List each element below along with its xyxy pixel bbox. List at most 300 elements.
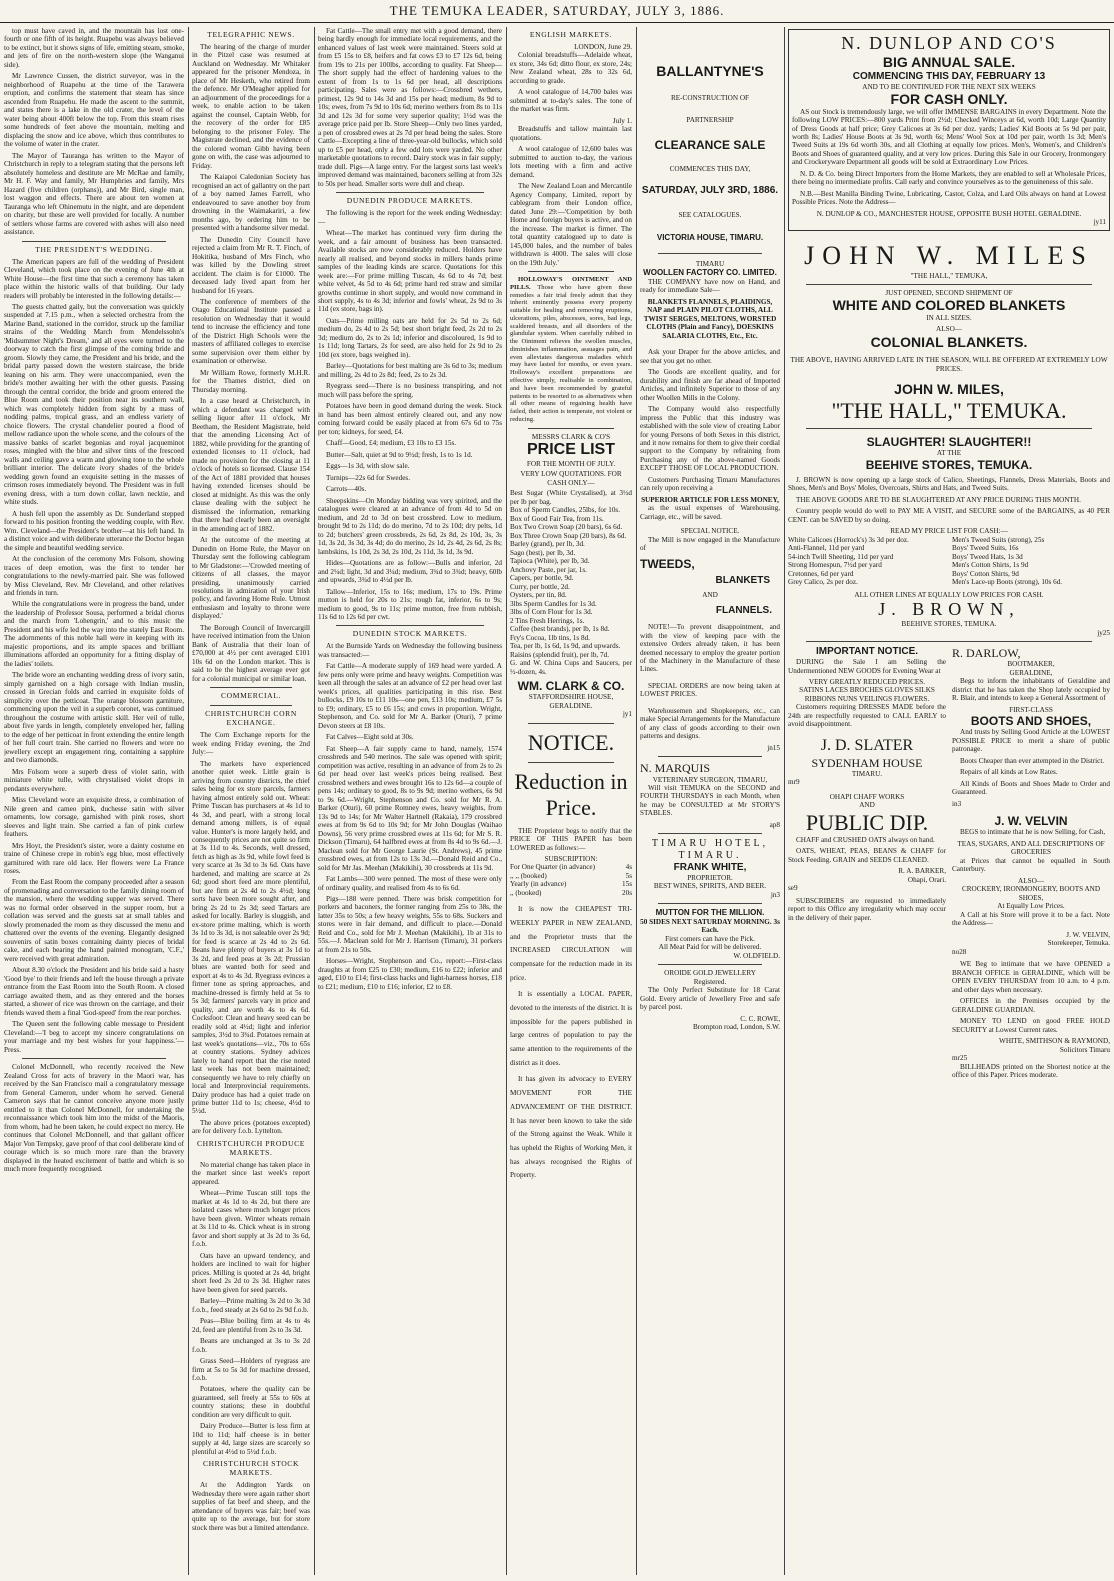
article-paragraph: The Corn Exchange reports for the week ending Friday evening, the 2nd July:— [192,731,310,757]
ad-ballantyne-house: VICTORIA HOUSE, TIMARU. [656,233,764,243]
ad-dunlop-title: N. DUNLOP AND CO'S [841,33,1057,53]
article-paragraph: Barley—Quotations for best malting are 3s 6d to 3s; medium and milling, 2s 4d to 2s 8d; feed, 2s to 2s 3d. [318,362,502,379]
article-paragraph: The guests chatted gaily, but the conversation was quickly suspended at 7.15 p.m., when a selected orchestra from the Marine Band, stationed in the corridor, struck up the familiar strains of the Wedding March from Mendelssohn's 'Midsummer Night's Dream,' and all eyes were turned to the doorway to catch the first glimpse of the coming bride and groom. Slowly they came, the President and his bride, and the bridal party passed down the western staircase, the bride leaning on his arm. They were unaccompanied, even the bride's mother awaiting her with the other guests. Passing through the central corridor, the bride and groom entered the Blue Room and took their position near its southern wall, which was completely hidden from sight by a mass of nodding palms, tropical grass, and an endless variety of choice flowers. The crystal chandelier poured a flood of mellow radiance upon the whole scene, and the colours of the massive banks of scarlet begonias and royal jacqueminot roses, mingled with the blue and silver tints of the frescoed walls and ceiling gave a warm and glowing tone to the whole brilliant interior. The delicate ivory shades of the bride's wedding gown found an exquisite setting in the masses of crimson roses immediately beyond. The President was in full evening dress, with a turn down collar, lawn necktie, and white studs. [4,303,184,507]
ad-ohapi-town: Ohapi, Orari. [907,875,946,884]
ad-important-text: DURING the Sale I am Selling the Undermentioned NEW GOODS for Evening Wear at [788,658,946,675]
ad-clark-title: PRICE LIST [526,441,615,459]
column-news-4 [510,27,632,1575]
divider [22,1058,166,1059]
ad-oroide-reg: Registered. [693,977,727,986]
ad-darlow-name: R. DARLOW, [952,646,1021,661]
article-heading: DUNEDIN PRODUCE MARKETS. [346,196,474,206]
ad-miles-also: ALSO— [936,325,962,334]
divider [658,253,762,254]
column-news-1 [4,27,184,1575]
ad-miles-sizes: IN ALL SIZES. [926,314,972,322]
price-item: Best Sugar (White Crystalised), at 3½d per lb per bag. [510,489,632,506]
ad-slater-town: TIMARU. [851,769,883,778]
ad-important-text: Customers requiring DRESSES MADE before the 24th are respectfully requested to CALL EARLY to avoid disappointment. [788,703,946,729]
price-item: Grey Calico, 2s per doz. [788,578,858,587]
ad-velvin-also: ALSO— [1018,876,1044,885]
subscription-row [510,889,632,897]
article-paragraph: While the congratulations were in progress the band, under the leadership of Professor Sousa, performed a bridal chorus and the march from 'Lohengrin,' and to this music the President and his wife led the way into the stately East Room. The adornments of this noble hall were in keeping with its majestic proportions, and its ample spaces and brilliant illuminations afforded an opportunity for a fitting display of the ladies' toilets. [4,600,184,668]
ad-brown-at: AT THE [936,449,962,458]
ad-woollen-text: The Goods are excellent quality, and for durability and finish are far ahead of Imported Articles, and infinitely Superior to those of any other Woollen Mills in the Colony. [640,368,780,402]
ad-dunlop-text: N.B.—Best Manilla Binding Twine, Lubricating, Castor, Colza, and Lard Oils always on hand at Lowest Possible Prices. Note the Address— [792,189,1106,207]
ad-velvin-text: at Prices that cannot be equalled in South Canterbury. [952,856,1110,874]
article-paragraph: Butter—Salt, quiet at 9d to 9½d; fresh, 1s to 1s 1d. [326,450,473,459]
ad-ballantyne-partnership: PARTNERSHIP [686,116,734,124]
ad-special-note: NOTE!—To prevent disappointment, and with the view of keeping pace with the extensive Orders already taken, it has been deemed necessary to employ the greater portion of the Machinery in the Manufacture of these Lines. [640,623,780,674]
article-paragraph: Turnips—22s 6d for Swedes. [326,473,410,482]
subscription-row [510,863,632,871]
article-paragraph: Wheat—Prime Tuscan still tops the market at 4s 1d to 4s 2d, but there are isolated cases where much longer prices have been given. Winter wheats remain at 3s 11d to 4s. Chick wheat is in strong favor and short supply at 3s 2d to 3s 6d, f.o.b. [192,1189,310,1249]
ad-dunlop-continued: AND TO BE CONTINUED FOR THE NEXT SIX WEEKS [862,82,1036,91]
ad-ballantyne-recon: RE-CONSTRUCTION OF [670,93,750,102]
column-ads-6 [788,27,1110,1575]
ad-velvin-text3: At Equally Low Prices. [997,902,1065,911]
ad-oroide-text: The Only Perfect Substitute for 18 Carat Gold. Every article of Jewellery Free and safe by parcel post. [640,986,780,1012]
price-item: Oysters, per tin, 8d. [510,591,567,600]
ad-clark-name: WM. CLARK & CO. [517,679,625,694]
ad-brown-name: J. BROWN, [878,599,1020,620]
ad-brown-slaughter: SLAUGHTER! SLAUGHTER!! [866,434,1032,449]
article-paragraph: From the East Room the company proceeded after a season of promenading and conversation to the family dining room of the mansion, where the wedding supper was served. There was no formal order observed in the supper room, but a collation was served and the guests sat at small tables and slowly promenaded the room as they discussed the menu and chattered over the events of the evening. Elegantly designed souvenirs of satin boxes containing dainty pieces of bridal cake, and each bearing the hand painted monogram, 'C.F.,' were received with great admiration. [4,878,184,963]
price-item: Capers, per bottle, 9d. [510,574,574,583]
ad-hotel-name: TIMARU HOTEL, TIMARU. [651,838,769,862]
ad-woollen-text: THE COMPANY have now on Hand, and ready for immediate Sale— [640,277,780,295]
subscription-label: ,, ,, (booked) [510,871,547,880]
article-paragraph: The Kaiapoi Caledonian Society has recognised an act of gallantry on the part of a boy named James Farrell, who endeavoured to save another boy from drowning in the Waimakariri, a few months ago, by ordering him to be presented with a handsome silver medal. [192,173,310,233]
article-paragraph: A hush fell upon the assembly as Dr. Sunderland stepped forward to his position fronting the wedding couple, with Rev. Wm. Cleveland—the President's brother—at his left hand. In a distinct voice and with deliberate utterance the Doctor began the simple and beautiful wedding service. [4,509,184,552]
ad-important-reduced: VERY GREATLY REDUCED PRICES. [808,677,926,686]
column-ads-5 [640,27,780,1575]
article-paragraph: The Queen sent the following cable message to President Cleveland:—'I beg to accept my sincere congratulations on your marriage and my best wishes for your happiness.'—Press. [4,1020,184,1054]
article-paragraph: Eggs—1s 3d, with slow sale. [326,462,410,471]
article-paragraph: Potatoes, where the quality can be guaranteed, sell freely at 55s to 60s at country stations; these in doubtful condition are very difficult to quit. [192,1385,310,1419]
ad-woollen-text: The Company would also respectfully impress the Public that this industry was established with the sole view of creating Labor for young Persons of both Sexes in this district, and it now remains for them to give their cordial support to the Company by refraining from Purchasing any of the above-named Goods EXCEPT THOSE OF LOCAL PRODUCTION. [640,405,780,473]
article-paragraph: At the conclusion of the ceremony Mrs Folsom, showing traces of deep emotion, was the first to tender her congratulations to the newly-married pair. She was followed by Miss Cleveland, Rev. Mr Cleveland, and other relatives and friends in turn. [4,555,184,597]
price-item: Box of Sperm Candles, 25lbs, for 10s. [510,506,621,515]
ad-darlow-trade: BOOTMAKER, [1007,660,1055,669]
ad-bottom-grid [788,646,1110,1082]
price-item: Curry, per bottle, 2d. [510,582,570,591]
article-paragraph: top must have caved in, and the mountain has lost one-fourth or one fifth of its height. Ruapehu was always believed to be extinct, but it shows signs of life, emitting steam, smoke, and jets of fire on the north-western slope (the Wanganui side). [4,27,184,69]
article-paragraph: The hearing of the charge of murder in the Pitzel case was resumed at Auckland on Wednesday. Mr Whitaker appeared for the prisoner Mendoza, in place of Mr Hesketh, who retired from the defence. Mr O'Meagher applied for an adjournment of the proceedings for a week, to enable action to be taken against the counsel, Captain Webb, for the recovery of the order for £85 belonging to the prisoner Foley. The Magistrate declined, and the evidence of the colored woman Gibb having been gone on with, the case was adjourned to Friday. [192,42,310,170]
ad-code: mr9 [788,778,800,787]
ad-woollen-town: TIMARU [695,259,725,268]
ad-woollen-text: Ask your Draper for the above articles, and see that you get no other. [640,348,780,365]
ad-miles-text: JUST OPENED, SECOND SHIPMENT OF [885,289,1013,297]
ad-special-title: SPECIAL NOTICE. [680,527,740,536]
article-paragraph: Fat Cattle—A moderate supply of 169 head were yarded. A few pens only were prime and heavy weights. Competition was keen all through the sales at an advance of £2 per head over last week's prices, all qualities participating in this rise. Best bullocks, £9 10s to £11 10s—one pen, £13 10s; medium, £7 5s to £9; ordinary, £5 to £6 15s; and cows in proportion. Wright, Stephenson, and Co. sold for Mr A. Barker (Oturi), 7 prime Devon steers at £8 10s. [318,662,502,730]
ad-special-orders: SPECIAL ORDERS are now being taken at LOWEST PRICES. [640,681,780,699]
price-item: Cretonnes, 6d per yard [788,569,854,578]
price-item: Men's Tweed Suits (strong), 25s [952,535,1045,544]
subscription-label: ,, (booked) [510,888,542,897]
column-rule [188,27,189,1575]
article-paragraph: Oats—Prime milling oats are held for 2s 5d to 2s 6d; medium do, 2s 4d to 2s 5d; best short bright feed, 2s 2d to 2s 3d; medium do, 2s to 2s 1d; inferior and discoloured, 1s 9d to 1s 11d; long Tartars, 2s for seed, are also held for 2s 9d to 2s 10d (ex store, bags weighed in). [318,316,502,359]
article-paragraph: Fat Sheep—A fair supply came to hand, namely, 1574 crossbreds and 540 merinos. The sale was opened with spirit; competition was active, resulting in an advance of from 2s to 2s 6d per head over last week's prices being realised. Best crossbred wethers and ewes brought 16s to 12s 6d—a couple of pens 14s; ordinary to good, 8s to 9s 9d; merino wethers, 6s 9d to 9s 6d.—Wright, Stephenson and Co. sold for Mr R. A. Barker (Oturi), 60 prime Romney ewes, heavy weights, from 13s 9d to 14s; for Mr Walter Hartnell (Rakaia), 179 crossbred ewes at from 9s 6d to 10s 9d; for Mr John Douglas (Waihao Downs), 56 very prime crossbred ewes at 11s 6d; for Mr S. R. Dickson (Timaru), 64 halfbred ewes at from 8s 4d to 9s 6d.—J. Maclean sold for Mr George Laurie (St. Andrews), 45 prime crossbred ewes, at from 12s to 13s 3d.—Donald Reid and Co., sold for Mr Jas. Meehan (Makikihi), 30 crossbreds at 11s 9d. [318,744,502,872]
ad-oroide-sig: C. C. ROWE, [740,1014,780,1023]
ad-code: in3 [952,799,962,808]
ad-ballantyne-title: BALLANTYNE'S [656,63,764,79]
article-paragraph: Oats have an upward tendency, and holders are inclined to wait for higher prices. Milling is quoted at 2s 4d, bright short feed 2s 2d to 2s 3d. Higher rates have been given for seed parcels. [192,1251,310,1294]
ad-code: mr25 [952,1054,968,1063]
reduction-paragraph: It is now the CHEAPEST TRI-WEEKLY PAPER in NEW ZEALAND, and the Proprietor trusts that the INCREASED CIRCULATION will compensate for the reduction made in its price. [510,905,632,982]
ad-darlow-text: Begs to inform the inhabitants of Geraldine and district that he has taken the Shop lately occupied by R. Blair, and intends to keep a General Assortment of [952,677,1110,703]
price-item: White Calicoes (Horrock's) 3s 3d per doz. [788,535,909,544]
ad-velvin-goods2: CROCKERY, IRONMONGERY, BOOTS AND SHOES, [961,885,1101,902]
article-paragraph: The New Zealand Loan and Mercantile Agency Company, Limited, report by cablegram from their London office, dated June 29:—'Competition by both Home and foreign buyers is active, and on the increase. The market is firmer. The total quantity catalogued up to date is 145,000 bales, and the number of bales withdrawn is 4000. The sales will close on the 19th July.' [510,182,632,267]
price-item: Barley (grand), per lb, 3d. [510,540,585,549]
article-paragraph: Breadstuffs and tallow maintain last quotations. [510,125,632,142]
ad-bottom-left [788,646,946,1082]
dateline: LONDON, June 29. [574,42,632,51]
article-heading: CHRISTCHURCH CORN EXCHANGE. [205,709,297,728]
price-item: Box of Good Fair Tea, from 11s. [510,514,604,523]
subscription-price: 5s [625,871,632,880]
article-paragraph: Sheepskins—On Monday bidding was very spirited, and the catalogues were cleared at an advance of from 4d to 5d on medium, and 2d to 3d on best crossbred. Low to medium, brought 9d to 2s 11d; do do merino, 7d to 2s 10d; dry pelts, 1d to 2d; butchers' green crossbreds, 2s 6d, 2s 8d, 2s 10d, 3s, 3s 1d, 3s 2d, 3s 3d, 3s 4d; do do merino, 2s 1d, 2s 4d, 2s 6d, 2s 8s; lambskins, 1s 10d, 2s 3d, 2s 10d, 2s 11d, 3s 1d, 3s 9d. [318,496,502,556]
ad-special-text: The Mill is now engaged in the Manufacture of [640,535,780,553]
ad-holloway-title: HOLLOWAY'S OINTMENT AND PILLS. [510,276,632,291]
ad-marquis-name: N. MARQUIS [640,761,711,776]
divider [210,687,292,688]
article-heading: CHRISTCHURCH PRODUCE MARKETS. [197,1138,305,1157]
ad-dunlop-text: AS our Stock is tremendously large, we will offer IMMENSE BARGAINS in every Department. Note the following LOW PRICES:—800 yards Print from 2½d; Checked Winceys at 6d, worth 10d; Large Quantity of Dress Goods at half price; Grey Calicoes at 3s 6d per doz. yards; Ladies' Kid Boots at 5s 9d per pair, worth 8s; Ladies' House Boots at 3s 9d, worth 6s; Mens' Wool Sox at 10d per pair, worth 1s 3d; Men's Tweed Suits at 19s 6d worth 30s, and all Clothing at equally low prices. Men's, Women's, and Children's Boots and Shoes of guaranteed quality, and at very low prices. During this Sale in our Grocery, Ironmongery and Crockeryware Department all goods will be sold at Extraordinary Low Prices. [792,107,1106,167]
ad-miles-name: JOHN W. MILES [804,240,1094,270]
article-paragraph: The bride wore an enchanting wedding dress of ivory satin, simply garnished on a high corsage with Indian muslin, crossed in Grecian folds and carried in exquisite folds of simplicity over the petticoat. The orange blossom garniture, commencing upon the veil in a superb coronet, was continued throughout the costume with artistic skill. Her veil of tulle, about five yards in length, completely enveloped her, falling to the edge of her petticoat in front extending the entire length of her full court train. She carried no flowers and wore no jewellery except an engagement ring, containing a sapphire and two diamonds. [4,671,184,765]
subscription-price: 15s [622,880,632,889]
ad-important-goods: SATINS LACES BROCHES GLOVES SILKS RIBBONS NUNS VEILINGS FLOWERS. [799,686,935,703]
ad-mutton-text: First comers can have the Pick. [665,934,755,943]
article-paragraph: The Mayor of Tauranga has written to the Mayor of Christchurch in reply to a telegram stating that the persons left absolutely homeless and destitute are Mr McRae and family, Mr H. F. Way and family, Mr Humphries and family, Mrs Hazard (five children (orphans)), and Mr Bird, single man, lost waggon and effects. There are about ten women at Tauranga who left Ohinemutu in the night, and are dependent on charity, but these are well provided for locally. A number of settlers whose farms are covered with ashes will also need assistance. [4,151,184,237]
subscription-label: For One Quarter (in advance) [510,863,596,872]
article-paragraph: A wool catalogue of 14,700 bales was submitted at to-day's sales. The tone of the market was firm. [510,88,632,114]
article-heading: THE PRESIDENT'S WEDDING. [35,244,153,254]
article-paragraph: In a case heard at Christchurch, in which a defendant was charged with selling liquor after 11 o'clock, Mr Beetham, the Resident Magistrate, held that the amending Licensing Act of 1882, while providing for the granting of extended licenses to 11 o'clock, had made no provision for the closing at 11 o'clock of hotels so licensed. Clause 154 of the Act of 1881 provided that houses having extended licenses should be closed at midnight. As this was the only clause dealing with the subject he dismissed the information, remarking that there had clearly been an oversight in the amending act of 1882. [192,397,310,533]
price-column-left [788,536,946,587]
subscription-price: 4s [625,863,632,872]
ad-branch-text: OFFICES in the Premises occupied by the GERALDINE GUARDIAN. [952,997,1110,1014]
article-paragraph: The Dunedin City Council have rejected a claim from Mr R. T. Finch, of Hokitika, husband of Mrs Finch, who was killed by the Dowling street accident. The claim is for £1000. The deceased lady lived apart from her husband for 16 years. [192,235,310,295]
price-item: Box Three Crown Soap (20 bars), 8s 6d. [510,531,627,540]
ad-hotel-owner: FRANK WHITE, [673,862,747,873]
article-heading: DUNEDIN STOCK MARKETS. [352,629,468,639]
article-paragraph: Tallow—Inferior, 15s to 16s; medium, 17s to 19s. Prime mutton is held for 20s to 21s; rough fat, inferior, 6s to 9s; medium to good, 9s to 11s; prime mutton, free from rubbish, 11s 6d to 12s 6d per cwt. [318,587,502,621]
divider [336,625,484,626]
article-paragraph: No material change has taken place in the market since last week's report appeared. [192,1160,310,1186]
ad-brown-text: J. BROWN is now opening up a large stock of Calico, Sheetings, Flannels, Dress Materials, Boots and Shoes, Men's and Boys' Moles, Overcoats, Shirts and Hats, and Tweed Suits. [788,475,1110,493]
ad-ohapi-and: AND [859,801,875,810]
dateline: July 1. [612,116,632,125]
article-paragraph: Pigs—188 were penned. There was brisk competition for porkers and baconers, the former ranging from 25s to 38s, the latter 35s to 50s; a few heavy weights, 55s to 68s. Suckers and stores were in fair demand, and difficult to place.—Donald Reid and Co., sold for Mr J. Meehan (Makikihi), 1b at 31s to 55s.—J. Maclean sold for Mr J. Harrison (Timaru), 31 porkers at from 21s to 50s. [318,894,502,954]
ad-dunlop-sub: BIG ANNUAL SALE. [882,54,1016,71]
ad-holloway [510,276,632,424]
ad-ballantyne-see: SEE CATALOGUES. [678,210,742,219]
ad-ohapi-text: OATS, WHEAT, PEAS, BEANS & CHAFF for Stock Feeding. GRAIN and SEEDS CLEANED. [788,847,946,864]
article-paragraph: The markets have experienced another quiet week. Little grain is arriving from country districts, the chief sales being for ex store parcels, farmers having almost entirely sold out. Wheat: Prime Tuscan has purchasers at 4s 1d to 4s 3d, and pearl, with a strong local demand among millers, is of equal value. Hunter's is more largely held, and consequently prices are not quite so firm at 3s 11d to 4s. Seconds, well dressed, fetch as high as 3s 9d, while fowl feed is very scarce at 3s 3d to 3s 6d. Oats have hardened, and malting are scarce at 2s 6d; good short feed are more plentiful, but are firm at 2s 4d to 2s 4½d; long sorts have been more sought after, and bring 2s 2d to 2s 3d; seed Tartars are asked for locally. Barley is sluggish, and ex-store prime malting, which is worth 3s 1d to 3s 3d, is not saleable over 2s 9d; for feed is scarce at 2s 4d to 2s 6d. Beans have plenty of buyers at 3s 1d to 3s 2d, and feed peas at 3s 2d; Prussian blues are wanted both for seed and export at 4s to 4s 3d. Ryegrass evinces a firmer tone as spring approaches, and machine-dressed is firmly held at 5s to 5s 3d; farmers' parcels vary in price and quality, and are worth 4s to 4s 6d. Cocksfoot: Clean and heavy seed can be readily sold at 4½d; light and inferior samples, 3½d to 3¾d. Potatoes remain at last week's quotations—viz., 70s to 65s at country stations. Sydney advices lately to hand report that the rise noted last week has not been maintained; consequently we have to rely chiefly on local and Interprovincial requirements. Dairy produce has had a quiet trade on prime butter 11d to 1s; cheese, 4½d to 5½d. [192,759,310,1116]
price-item: Box Two Crown Soap (20 bars), 6s 6d. [510,523,623,532]
ad-subscribers: SUBSCRIBERS are requested to immediately report to this Office any irregularity which may occur in the delivery of their paper. [788,896,946,922]
ad-ohapi-sig: R. A. BARKER, [898,867,946,876]
article-paragraph: Beans are unchanged at 3s to 3s 2d f.o.b. [192,1337,310,1354]
divider [210,705,292,706]
price-item: Tapioca (White), per lb, 3d. [510,557,590,566]
ad-special-and: AND [702,590,718,599]
article-paragraph: Mr William Rowe, formerly M.H.R. for the Thames district, died on Thursday morning. [192,368,310,394]
price-item: Strong Homespun, 7½d per yard [788,561,882,570]
ad-code: jn3 [770,890,780,899]
column-news-3 [318,27,502,1575]
ad-woollen-goods: BLANKETS FLANNELS, PLAIDINGS, NAP and PLAIN PILOT CLOTHS, ALL TWIST SERGES, MELTONS, WORSTED CLOTHS (Plain and Fancy), DOESKINS SALARIA CLOTHS, Etc., Etc. [643,297,777,340]
price-item: Boys' Cotton Shirts, 9d [952,569,1019,578]
ad-code: ap8 [769,820,780,829]
divider [528,723,614,724]
article-heading: CHRISTCHURCH STOCK MARKETS. [202,1459,300,1478]
article-paragraph: Mr Lawrence Cussen, the district surveyor, was in the neighborhood of Ruapehu at the time of the Tarawera eruption, and confirms the statement that steam has since ascended from Ruapehu. He made the ascent to the summit, and states there is a lake in the old crater, the level of the water being about 400ft below the top. From this steam rises some hundreds of feet above the mountain, melting and displacing the snow and ice above, which thus contributes to the volume of water in the crater. [4,72,184,149]
ad-darlow-text: Repairs of all kinds at Low Rates. [960,768,1058,777]
price-item: Tea, per lb, 1s 6d, 1s 9d, and upwards. [510,642,621,651]
article-paragraph: Mrs Hoyt, the President's sister, wore a dainty costume en traine of Chinese crepe in robin's egg blue, most effectively garnitured with rare old lace. Her flowers were La France roses. [4,841,184,875]
ad-brown-text: THE ABOVE GOODS ARE TO BE SLAUGHTERED AT ANY PRICE DURING THIS MONTH. [796,495,1081,504]
ad-dunlop-text: N. D. & Co. being Direct Importers from the Home Markets, they are enabled to sell at Wholesale Prices, there being no intermediate profits. Call early and convince yourselves as to the genuineness of this sale. [792,169,1106,187]
price-item: Anchovy Paste, per jar, 1s. [510,565,587,574]
subscription-row [510,880,632,888]
subscription-title: SUBSCRIPTION: [544,855,598,863]
ad-code: jn15 [767,743,780,752]
column-rule [314,27,315,1575]
ad-oroide-title: OROIDE GOLD JEWELLERY [664,969,756,978]
divider [806,284,1092,285]
subscription-price: 20s [622,888,632,897]
price-item: Boys' Tweed Hats, 1s 3d [952,552,1023,561]
article-paragraph: At the outcome of the meeting at Dunedin on Home Rule, the Mayor on Thursday sent the following cablegram to Mr Gladstone:—'Crowded meeting of citizens of all classes, the mayor presiding, unanimously carried resolutions in admiration of your Irish policy, and favoring Home Rule. Utmost enthusiasm and loyalty to throne were displayed.' [192,536,310,621]
ad-important-title: IMPORTANT NOTICE. [815,646,919,658]
price-item: Coffee (best brands), per lb, 1s 8d. [510,625,610,634]
article-heading: TELEGRAPHIC NEWS. [207,30,295,39]
ad-miles-name2: JOHN W. MILES, [894,381,1004,398]
ad-brown-stores: BEEHIVE STORES, TEMUKA. [901,620,997,629]
ad-brown-list-title: READ MY PRICE LIST FOR CASH:— [890,527,1008,536]
ad-special-blankets: BLANKETS [715,574,770,586]
article-heading: ENGLISH MARKETS. [529,30,613,39]
price-item: G. and W. China Cups and Saucers, per ½-dozen, 4s. [510,659,632,676]
ad-special-tweeds: TWEEDS, [640,556,695,571]
ad-miles-colonial: COLONIAL BLANKETS. [870,333,1028,350]
divider [658,833,762,834]
price-item: Sago (best), per lb, 3d. [510,548,576,557]
article-paragraph: The following is the report for the week ending Wednesday:— [318,209,502,226]
article-paragraph: Mrs Folsom wore a superb dress of violet satin, with miniature white tulle, with chrystalised violet drops in pendants everywhere. [4,767,184,793]
divider [806,641,1092,642]
article-paragraph: At the Addington Yards on Wednesday there were again rather short supplies of fat beef and sheep, and the attendance of buyers was fair; beef was quite up to the average, but for store stock there was but a limited attendance. [192,1481,310,1532]
ad-code: jy1 [622,710,632,719]
ad-ohapi-text: CHAFF and CRUSHED OATS always on hand. [796,835,935,844]
section-heading: COMMERCIAL. [221,691,281,701]
reduction-paragraph: THE Proprietor begs to notify that the PRICE OF THIS PAPER has been LOWERED as follows:— [510,826,632,852]
ad-billheads: BILLHEADS printed on the Shortest notice at the office of this Paper. Prices moderate. [952,1062,1110,1080]
ad-ballantyne-date: SATURDAY, JULY 3RD, 1886. [641,185,779,197]
ad-code: jy11 [1093,218,1106,227]
ad-brown-other: ALL OTHER LINES AT EQUALLY LOW PRICES FOR CASH. [854,590,1044,599]
subscription-row [510,872,632,880]
divider [806,428,1092,429]
ad-mutton-sig: W. OLDFIELD. [733,951,780,960]
article-paragraph: Barley—Prime malting 3s 2d to 3s 3d f.o.b., feed steady at 2s 6d to 2s 9d f.o.b. [192,1297,310,1314]
reduction-paragraph: It is essentially a LOCAL PAPER, devoted to the interests of the district. It is impossible for the papers published in large centres of population to pay the same attention to the requirements of the district as it does. [510,990,632,1067]
ad-velvin-text: A Call at his Store will prove it to be a fact. Note the Address— [952,910,1110,928]
ad-hotel-prop: PROPRIETOR. [687,873,733,882]
ad-money-text: MONEY TO LEND on good FREE HOLD SECURITY at Lowest Current rates. [952,1017,1110,1034]
ad-slater-house: SYDENHAM HOUSE [811,755,923,770]
ad-dunlop-address: N. DUNLOP & CO., MANCHESTER HOUSE, OPPOSITE BUSH HOTEL GERALDINE. [816,209,1082,218]
ad-velvin-goods: TEAS, SUGARS, AND ALL DESCRIPTIONS OF GROCERIES [957,839,1105,857]
ad-darlow-text: Boots Cheaper than ever attempted in the District. [960,756,1105,765]
price-item: Men's Cotton Shirts, 1s 9d [952,561,1029,570]
price-column-right [952,536,1110,587]
column-rule [636,27,637,1575]
ad-mutton-title: MUTTON FOR THE MILLION. [655,908,765,918]
price-item: 54-inch Twill Sheeting, 11d per yard [788,552,894,561]
ad-clark-head: MESSRS CLARK & CO'S [531,432,611,441]
article-paragraph: Grass Seed—Holders of ryegrass are firm at 5s to 5s 3d for machine dressed, f.o.b. [192,1357,310,1382]
article-paragraph: The American papers are full of the wedding of President Cleveland, which took place on the evening of June 4th at White House—the first time that such a ceremony has taken place within the historic walls of that building. Our lady readers will probably be interested in the following details:— [4,257,184,300]
ad-code: se9 [788,884,798,893]
article-paragraph: Colonial breadstuffs—Adelaide wheat, ex store, 34s 6d; ditto flour, ex store, 24s; New Zealand wheat, 28s to 32s 6d, according to grade. [510,51,632,85]
ad-ohapi-title: OHAPI CHAFF WORKS [829,792,905,801]
ad-miles-sub: "THE HALL," TEMUKA, [910,271,988,280]
ad-darlow-boots: BOOTS AND SHOES, [970,714,1092,729]
article-paragraph: Carrots—40s. [326,485,367,494]
ad-hotel-goods: BEST WINES, SPIRITS, AND BEER. [653,882,767,891]
article-paragraph: Horses—Wright, Stephenson and Co., report:—First-class draughts at from £25 to £30; medium, £16 to £22; inferior and aged, £10 to £14; first-class hacks and light-harness horses, £18 to £21; medium, £10 to £16; inferior, £2 to £8. [318,957,502,991]
article-paragraph: Colonel McDonnell, who recently received the New Zealand Cross for acts of bravery in the Maori war, has received by the San Francisco mail a congratulatory message from General Cameron, under whom he served. General Cameron says that he cannot conceive anyone more justly entitled to it than Colonel McDonnell, for undertaking the reconnaissance which took him into the midst of the Maoris, from whom, had he been taken, he could expect no mercy. He continues that Colonel McDonnell, and that gallant officer Major Von Tempsky, gave proof of that cool deliberate kind of courage which is so much more rare than the bravery displayed in the heated excitement of battle and which is so much more frequently recognised. [4,1063,184,1173]
ad-darlow-first: FIRST-CLASS [1009,705,1053,714]
ad-darlow-town: GERALDINE, [1009,668,1053,677]
ad-clark-price-list [510,489,632,676]
article-paragraph: Wheat—The market has continued very firm during the week, and a fair amount of business has been transacted. Available stocks are now considerably reduced. Holders have nearly all realised, and beyond stocks in millers hands prime samples of the leading kinds are scarce. Quotations for this week are:—For prime milling Tuscan, 4s 6d to 4s 7d; best white velvet, 4s 5d to 4s 6d; prime hard red straw and similar growths continue in short supply, and would now command in short supply, 4s to 4s 3d; inferior and fowls' wheat, 2s 9d to 3s 11d (ex store, bags in). [318,229,502,314]
ad-money-sig: WHITE, SMITHSON & RAYMOND, [999,1037,1110,1046]
ad-dunlop [788,29,1110,231]
ad-marquis-text: Will visit TEMUKA on the SECOND and FOURTH THURSDAYS in each Month, when he may be CONSULTED at Mr STORY'S STABLES. [640,783,780,818]
article-paragraph: Chaff—Good, £4; medium, £3 10s to £3 15s. [326,439,457,448]
ad-warehouse-text: Warehousemen and Shopkeepers, etc., can make Special Arrangements for the Manufacture of any class of goods according to their own patterns and designs. [640,706,780,741]
ad-brown-price-list [788,536,1110,587]
price-item: 2 Tins Fresh Herrings, 1s. [510,616,585,625]
article-paragraph: Miss Cleveland wore an exquisite dress, a combination of Nile green and cameo pink, duchesse satin with silver ornaments, low corsage, garnished with pink roses, short sleeves and light train. She carried a fan of pink curlew feathers. [4,796,184,839]
article-paragraph: Fat Lambs—300 were penned. The most of these were only of ordinary quality, and realised from 4s to 6s 6d. [318,875,502,892]
divider [658,964,762,965]
ad-mutton-sides: 50 SIDES NEXT SATURDAY MORNING. 3s Each. [640,917,780,935]
subscription-label: Yearly (in advance) [510,880,567,889]
ad-ballantyne-sale: CLEARANCE SALE [654,138,766,153]
article-paragraph: Fat Calves—Eight sold at 30s. [326,733,414,742]
price-item: 3lbs of Corn Flour for 1s 3d. [510,608,593,617]
ad-bottom-right [952,646,1110,1082]
article-paragraph: At the Burnside Yards on Wednesday the following business was transacted:— [318,642,502,659]
ad-brown-beehive: BEEHIVE STORES, TEMUKA. [865,457,1033,472]
ad-holloway-text: Those who have given these remedies a fair trial freely admit that they inherit eminently possess every property suitable for healing and removing eruptions, ulcerations, piles, abscesses, sores, bad legs, scaldered breasts, and all disorders of the glandular system. When carefully rubbed in the Ointment relieves the swollen muscles, diminishes inflammation, assuages pain, and even alleviates dangerous maladies which may have lasted for months, or even years. Holloway's excellent preparations are effective simply, realisable in combination, and have been recommended by grateful patients to be resorted to as alternatives when all other means of regaining health have failed, their action is temperate, not violent or reducing. [510,283,632,423]
ad-woollen-title: WOOLLEN FACTORY CO. LIMITED. [643,268,777,278]
divider [528,428,614,429]
ad-miles-arrived: THE ABOVE, HAVING ARRIVED LATE IN THE SEASON, WILL BE OFFERED AT EXTREMELY LOW PRICES. [790,356,1108,373]
column-rule [784,27,785,1575]
article-paragraph: About 8.30 o'clock the President and his bride said a hasty 'Good bye' to their friends and left the house through a private entrance from the East Room into the South Room. A closed carriage awaited them, and as they entered and the horses started, a shower of rice was thrown on the carriage, and their friends waved them a final 'God-speed' from the rear porches. [4,966,184,1017]
ad-branch-text: WE Beg to intimate that we have OPENED a BRANCH OFFICE in GERALDINE, which will be OPEN EVERY THURSDAY from 10 a.m. to 4 p.m. and other days when necessary. [952,960,1110,994]
article-paragraph: Potatoes have been in good demand during the week. Stock in hand has been almost entirely cleared out, and any now coming forward could be easily placed at from 67s 6d to 75s per ton; kidneys, for seed, £4. [318,402,502,436]
price-item: Raisins (splendid fruit), per lb, 7d. [510,650,610,659]
ad-clark-subtitle: FOR THE MONTH OF JULY. [526,459,616,468]
ad-clark-address: STAFFORDSHIRE HOUSE, GERALDINE. [528,693,614,710]
article-paragraph: Dairy Produce—Butter is less firm at 10d to 11d; half cheese is in better supply at 4d, large sizes are scarcely so plentiful at 4½d to 5½d f.o.b. [192,1422,310,1456]
ad-code: jy25 [1097,628,1110,637]
ad-oroide-addr: Brompton road, London, S.W. [693,1023,780,1032]
price-item: Fry's Cocoa, 1lb tins, 1s 8d. [510,633,590,642]
ad-brown-text: Country people would do well to PAY ME A VISIT, and SECURE some of the BARGAINS, as 40 PER CENT. can be SAVED by so doing. [788,507,1110,524]
ad-woollen-text: Customers Purchasing Timaru Manufactures can rely upon receiving a [640,475,780,493]
ad-marquis-title: VETERINARY SURGEON, TIMARU, [652,775,768,784]
ad-slater-name: J. D. SLATER [820,736,914,754]
ad-ohapi-dip: PUBLIC DIP. [805,809,929,835]
ad-darlow-text: All Kinds of Boots and Shoes Made to Order and Guaranteed. [952,779,1110,797]
reduction-title: Reduction in Price. [514,768,628,820]
divider [336,192,484,193]
article-paragraph: Hides—Quotations are as follow:—Bulls and inferior, 2d and 2¼d; light, 3d and 3¼d; medium, 3¾d to 3¾d; heavy, 60lb and upwards, 3¾d to 4½d per lb. [318,559,502,585]
article-paragraph: Ryegrass seed—There is no business transpiring, and not much will pass before the spring. [318,382,502,399]
divider [658,903,762,904]
subscription-table [510,863,632,897]
article-paragraph: The conference of members of the Otago Educational Institute passed a resolution on Wednesday that it would tend to increase the efficiency and tone of the District High Schools were the masters of affiliated colleges to exercise some supervision over them either by examination or otherwise. [192,298,310,366]
ad-clark-intro: VERY LOW QUOTATIONS. FOR CASH ONLY— [520,470,622,487]
ad-velvin-text: BEGS to intimate that he is now Selling, for Cash, [960,828,1106,837]
ad-code: no28 [952,947,967,956]
ad-velvin-sig2: Storekeeper, Temuka. [1047,939,1110,948]
article-paragraph: The above prices (potatoes excepted) are for delivery f.o.b. Lyttelton. [192,1118,310,1136]
price-item: Anti-Flannel, 11d per yard [788,544,865,553]
notice-title: NOTICE. [527,729,615,755]
ad-woollen-superior: SUPERIOR ARTICLE FOR LESS MONEY, [641,495,779,504]
divider [22,241,166,242]
ad-velvin-name: J. W. VELVIN [994,814,1068,829]
column-rule [506,27,507,1575]
page-masthead: THE TEMUKA LEADER, SATURDAY, JULY 3, 1886. [0,0,1114,23]
ad-dunlop-commencing: COMMENCING THIS DAY, FEBRUARY 13 [852,70,1046,82]
divider [658,756,762,757]
reduction-paragraph: It has given its advocacy to EVERY MOVEMENT FOR THE ADVANCEMENT OF THE DISTRICT. It has never been known to take the side of the Strong against the Weak. While it has upheld the Rights of Working Men, it has always recognised the Rights of Property. [510,1075,632,1180]
ad-woollen-text: as the usual expenses of Warehousing, Carriage, etc., will be saved. [640,504,780,521]
price-item: 3lbs Sperm Candles for 1s 3d. [510,599,597,608]
ad-mutton-text: All Meat Paid for will be delivered. [658,943,762,952]
ad-dunlop-cash: FOR CASH ONLY. [890,91,1008,108]
divider [528,271,614,272]
ad-money-town: Solicitors Timaru [1059,1045,1110,1054]
article-paragraph: A wool catalogue of 12,600 bales was submitted to auction to-day, the various lots meeting with a firm and active demand. [510,145,632,179]
ad-miles-blankets: WHITE AND COLORED BLANKETS [832,297,1066,314]
ad-velvin-sig: J. W. VELVIN, [1066,930,1110,939]
column-news-2 [192,27,310,1575]
ad-special-flannels: FLANNELS. [715,605,772,617]
article-paragraph: Fat Cattle—The small entry met with a good demand, there being hardly enough for immediate local requirements, and the enhanced values of last week were maintained. Steers sold at from £5 15s to £8, heifers and fat cows £3 to £7 12s 6d, being from 19s to 21s per 100lbs, according to quality. Fat Sheep—The short supply had the effect of hardening values to the extent of from 1s to 1s 6d per head, all descriptions participating. Sales were as follows:—Crossbred wethers, primest, 12s 9d to 14s 3d and 15s per head; medium, 8s 9d to 10s; ewes, from 7s 9d to 10s 6d; merino wethers from 8s to 11s 3d and 12s 3d for some very superior quality; 1½d was the average price paid per lb. Store Sheep—Only two lines yarded, a pen of crossbred ewes at 2s 7d per head being the sales. Store Cattle—Excepting a line of three-year-old bullocks, which sold up to £5 per head, only a few odd lots were yarded. No other marketable quotations to record. Dairy stock was in fair supply; trade dull. Pigs—A large entry. For the largest sorts last week's improved demand was maintained, baconers selling at from 32s to 50s per head. Smaller sorts were dull and cheap. [318,27,502,188]
ad-miles-hall: "THE HALL," TEMUKA. [831,397,1067,423]
ad-darlow-text: And trusts by Selling Good Article at the LOWEST POSSIBLE PRICE to merit a share of public patronage. [952,728,1110,754]
price-item: Boys' Tweed Suits, 16s [952,544,1019,553]
ad-ballantyne-commences: COMMENCES THIS DAY, [669,164,751,173]
article-paragraph: Peas—Blue boiling firm at 4s to 4s 2d, feed are plentiful from 2s to 3s 3d. [192,1317,310,1334]
price-item: Men's Lace-up Boots (strong), 10s 6d. [952,578,1063,587]
article-paragraph: The Borough Council of Invercargill have received intimation from the Union Bank of Australia that their loan of £70,000 at 4½ per cent averaged £101 10s 6d on the London market. This is said to be the highest average ever got for a colonial municipal or similar loan. [192,623,310,683]
divider [528,762,614,763]
